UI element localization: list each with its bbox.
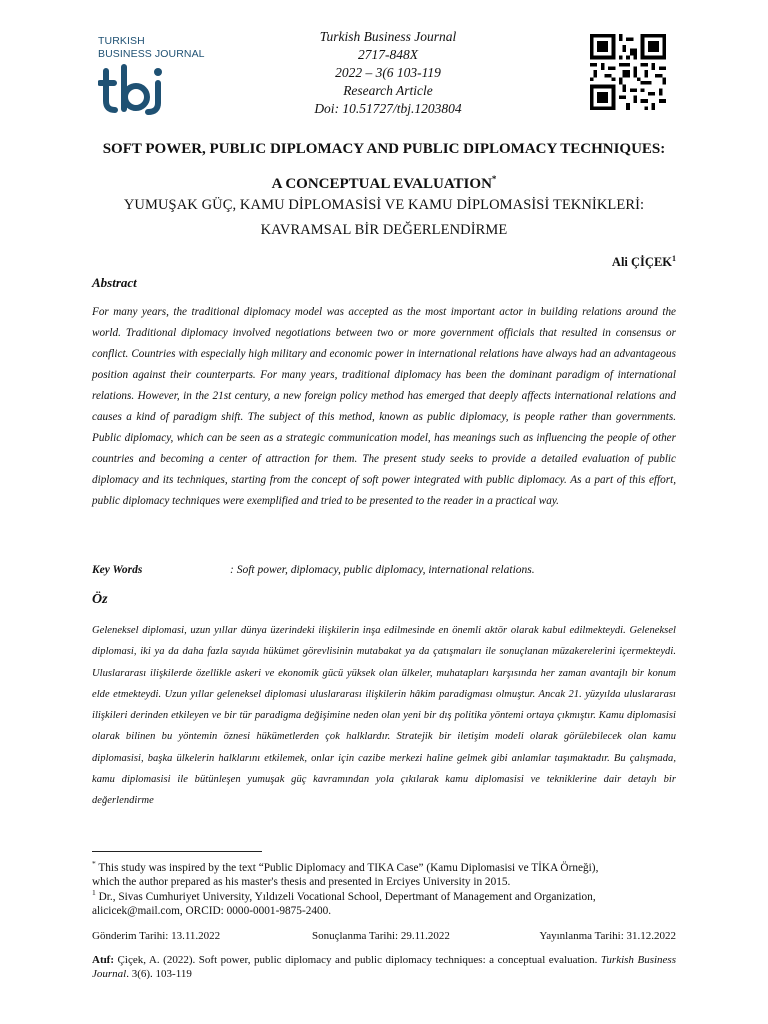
logo-text-line2: BUSINESS JOURNAL	[98, 48, 205, 60]
qr-code-icon	[586, 34, 670, 110]
keywords	[92, 564, 676, 576]
footnote-2-line2: alicicek@mail.com, ORCID: 0000-0001-9875-2400.	[92, 904, 332, 917]
conclusion-date: Sonuçlanma Tarihi: 29.11.2022	[312, 930, 450, 942]
citation-text: Çiçek, A. (2022). Soft power, public diplomacy and public diplomacy techniques: a conceptual evaluation.	[114, 954, 601, 966]
author-footnote-mark[interactable]: 1	[672, 254, 676, 263]
english-title-line1: SOFT POWER, PUBLIC DIPLOMACY AND PUBLIC DIPLOMACY TECHNIQUES:	[102, 141, 666, 157]
journal-info	[230, 28, 546, 118]
turkish-title-line2: KAVRAMSAL BİR DEĞERLENDİRME	[260, 222, 508, 238]
oz-heading: Öz	[92, 592, 108, 607]
citation-tail: . 3(6). 103-119	[126, 968, 192, 980]
submission-date: Gönderim Tarihi: 13.11.2022	[92, 930, 221, 942]
footnote-1	[92, 857, 682, 889]
article-type: Research Article	[343, 83, 433, 98]
journal-logo	[98, 35, 208, 115]
footnote-2-mark: 1	[92, 888, 96, 897]
tbj-logo-icon	[98, 63, 178, 115]
journal-issue: 2022 – 3(6 103-119	[335, 65, 441, 80]
keywords-value: : Soft power, diplomacy, public diplomacy, international relations.	[230, 564, 535, 576]
journal-issn: 2717-848X	[358, 47, 418, 62]
abstract-text: For many years, the traditional diplomacy model was accepted as the most important actor in building relations around the world. Traditional diplomacy involved negotiations between two or more government officials that resulted in consensus or conflict. Countries with especially high military and economic power in international relations have always had an advantageous position against their counterparts. For many years, traditional diplomacy has been the dominant paradigm of international relations. However, in the 21st century, a new foreign policy method has emerged that deeply affects international relations and causes a kind of paradigm shift. The subject of this method, known as public diplomacy, is people rather than governments. Public diplomacy, which can be seen as a strategic communication model, has meanings such as influencing the people of other countries and becoming a center of attraction for them. The present study seeks to provide a detailed evaluation of public diplomacy and its techniques, starting from the concept of soft power integrated with public diplomacy. As a part of this effort, public diplomacy techniques were exemplified and tried to be presented to the reader in a practical way.	[92, 306, 676, 507]
english-title-line2: A CONCEPTUAL EVALUATION*	[271, 174, 497, 192]
citation	[92, 953, 676, 981]
footnote-2-line1: Dr., Sivas Cumhuriyet University, Yıldızeli Vocational School, Depertmant of Management and Organization,	[98, 890, 596, 903]
keywords-label: Key Words	[92, 564, 143, 576]
title-footnote-mark[interactable]: *	[491, 174, 497, 184]
footnote-2	[92, 886, 682, 918]
citation-label: Atıf:	[92, 954, 114, 966]
citation-journal: Turkish Business Journal	[92, 954, 676, 980]
abstract-heading: Abstract	[92, 275, 137, 290]
turkish-title-line1: YUMUŞAK GÜÇ, KAMU DİPLOMASİSİ VE KAMU DİPLOMASİSİ TEKNİKLERİ:	[123, 197, 645, 213]
footnote-1-line1: This study was inspired by the text “Public Diplomacy and TIKA Case” (Kamu Diplomasisi ve TİKA Örneği),	[98, 861, 599, 874]
footnote-divider	[92, 851, 262, 852]
turkish-title	[60, 193, 708, 243]
author-name: Ali ÇİÇEK$^1$	[611, 254, 676, 270]
english-title	[60, 134, 708, 199]
oz-text: Geleneksel diplomasi, uzun yıllar dünya üzerindeki ilişkilerin inşa edilmesinde en önemli aktör olarak kabul edilmekteydi. Geleneksel diplomasi, iki ya da daha fazla sayıda hükümet görevlisinin mutabakat ya da çatışmaları ile sonuçlanan müzakerelerini içermekteydi. Uluslararası ilişkilerde özellikle askeri ve ekonomik gücü yüksek olan ülkeler, muhatapları karşısında her zaman avantajlı bir konum elde etmekteydi. Uzun yıllar geleneksel diplomasi uluslararası ilişkilerin hâkim paradigması olmuştur. Ancak 21. yüzyılda uluslararası ilişkileri derinden etkileyen ve bir tür paradigma değişimine neden olan yeni bir dış politika yöntemi ortaya çıkmıştır. Kamu diplomasisi olarak bilinen bu yöntemin öznesi hükümetlerden çok halklardır. Stratejik bir iletişim modeli olarak görülebilecek olan kamu diplomasisi, başka ülkelerin halklarını etkilemek, onlar için cazibe merkezi haline gelmek gibi anlamlar taşımaktadır. Bu çalışmada, kamu diplomasisi ile bütünleşen yumuşak güç kavramından yola çıkılarak kamu diplomasisi ve tekniklerine dair detaylı bir değerlendirme	[92, 625, 676, 807]
article-doi[interactable]: Doi: 10.51727/tbj.1203804	[314, 101, 462, 116]
publication-date: Yayınlanma Tarihi: 31.12.2022	[539, 930, 676, 942]
footnote-1-line2: which the author prepared as his master's thesis and presented in Erciyes University in 2015.	[92, 875, 511, 888]
journal-name: Turkish Business Journal	[319, 29, 457, 44]
logo-text-line1: TURKISH	[98, 35, 145, 47]
footnote-1-mark: *	[92, 859, 96, 868]
